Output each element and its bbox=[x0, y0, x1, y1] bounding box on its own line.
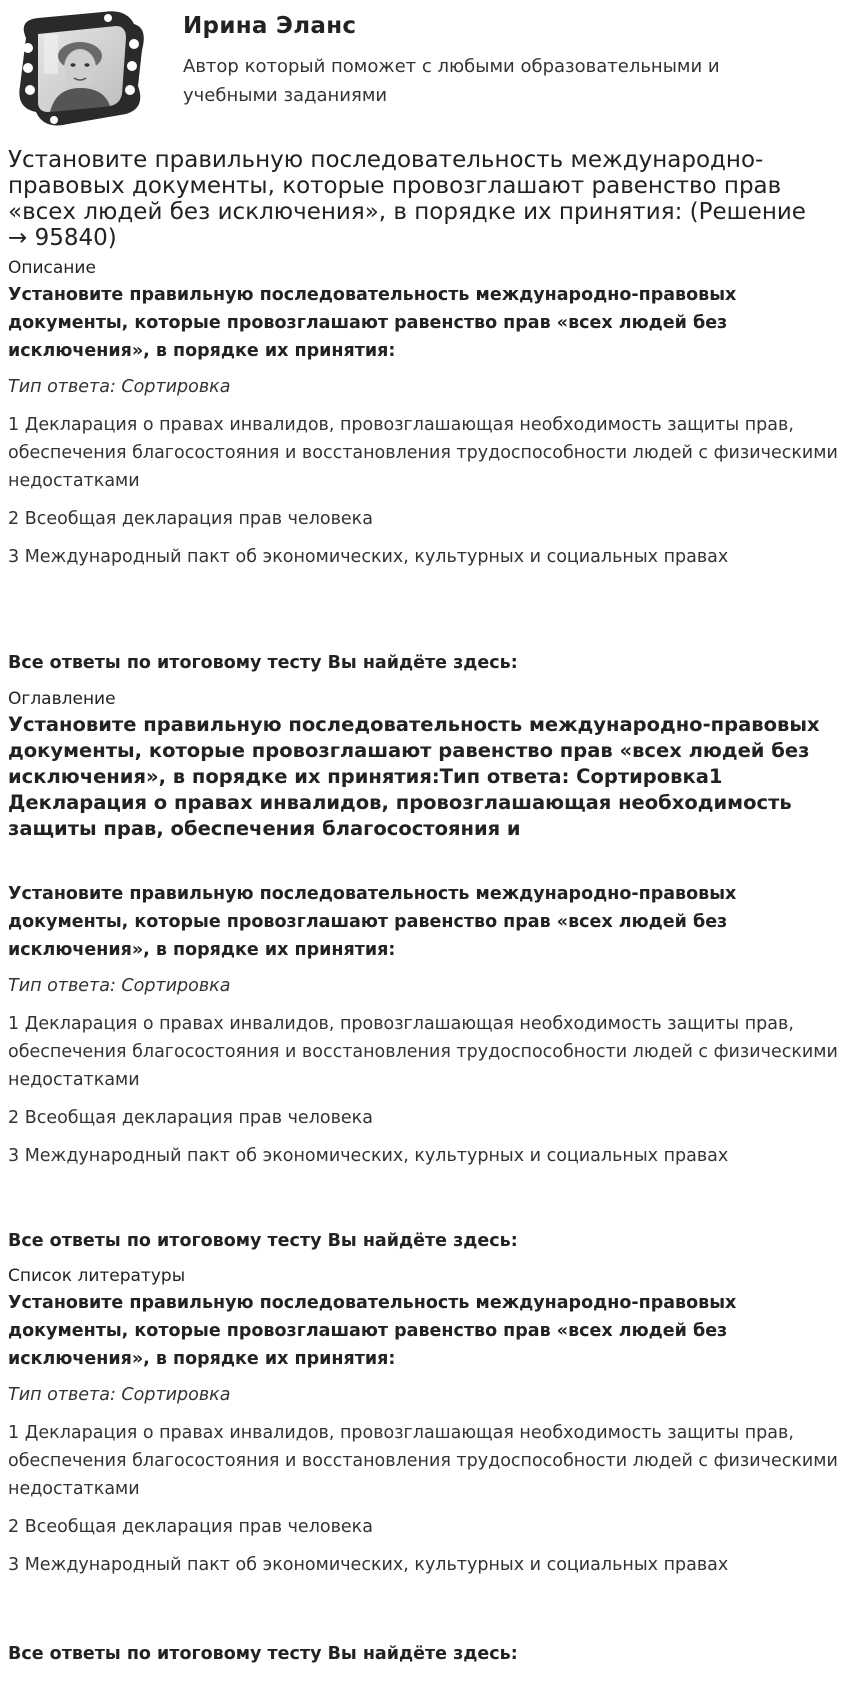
toc-section bbox=[8, 687, 838, 842]
author-description: Автор который поможет с любыми образовательными и учебными заданиями bbox=[183, 56, 720, 106]
all-answers-link[interactable]: Все ответы по итоговому тесту Вы найдёте здесь: bbox=[8, 653, 518, 673]
all-answers-link[interactable]: Все ответы по итоговому тесту Вы найдёте здесь: bbox=[8, 1231, 518, 1251]
option-item: 3 Международный пакт об экономических, культурных и социальных правах bbox=[8, 1146, 729, 1166]
answer-type: Тип ответа: Сортировка bbox=[8, 377, 231, 397]
toc-content bbox=[8, 880, 838, 1170]
option-item: 2 Всеобщая декларация прав человека bbox=[8, 509, 373, 529]
description-section bbox=[8, 256, 838, 571]
option-item: 3 Международный пакт об экономических, культурных и социальных правах bbox=[8, 1555, 729, 1575]
answer-type: Тип ответа: Сортировка bbox=[8, 976, 231, 996]
answer-type: Тип ответа: Сортировка bbox=[8, 1385, 231, 1405]
section-label: Список литературы bbox=[8, 1266, 186, 1286]
option-item: 1 Декларация о правах инвалидов, провозглашающая необходимость защиты прав, обеспечения благосостояния и восстановления трудоспособности людей с физическими недостатками bbox=[8, 1423, 838, 1499]
references-section bbox=[8, 1264, 838, 1579]
section-label: Оглавление bbox=[8, 689, 116, 709]
question-text: Установите правильную последовательность международно-правовых документы, которые провозглашают равенство прав «всех людей без исключения», в порядке их принятия: bbox=[8, 285, 737, 361]
option-item: 2 Всеобщая декларация прав человека bbox=[8, 1108, 373, 1128]
option-item: 1 Декларация о правах инвалидов, провозглашающая необходимость защиты прав, обеспечения благосостояния и восстановления трудоспособности людей с физическими недостатками bbox=[8, 1014, 838, 1090]
option-item: 1 Декларация о правах инвалидов, провозглашающая необходимость защиты прав, обеспечения благосостояния и восстановления трудоспособности людей с физическими недостатками bbox=[8, 415, 838, 491]
question-text: Установите правильную последовательность международно-правовых документы, которые провозглашают равенство прав «всех людей без исключения», в порядке их принятия: bbox=[8, 1293, 737, 1369]
page-title: Установите правильную последовательность международно-правовых документы, которые провозглашают равенство прав «всех людей без исключения», в порядке их принятия: (Решение → 95840) bbox=[8, 147, 806, 251]
section-label: Описание bbox=[8, 258, 96, 278]
author-name[interactable]: Ирина Эланс bbox=[183, 13, 357, 39]
question-text: Установите правильную последовательность международно-правовых документы, которые провозглашают равенство прав «всех людей без исключения», в порядке их принятия: bbox=[8, 884, 737, 960]
option-item: 2 Всеобщая декларация прав человека bbox=[8, 1517, 373, 1537]
option-item: 3 Международный пакт об экономических, культурных и социальных правах bbox=[8, 547, 729, 567]
all-answers-link[interactable]: Все ответы по итоговому тесту Вы найдёте здесь: bbox=[8, 1644, 518, 1664]
author-card bbox=[8, 8, 828, 132]
toc-heading[interactable]: Установите правильную последовательность международно-правовых документы, которые провозглашают равенство прав «всех людей без исключения», в порядке их принятия:Тип ответа: Сортировка1 Декларация о правах инвалидов, провозглашающая необходимость защиты прав, обеспечения благосостояния и bbox=[8, 713, 820, 840]
author-avatar-icon[interactable] bbox=[8, 8, 148, 128]
